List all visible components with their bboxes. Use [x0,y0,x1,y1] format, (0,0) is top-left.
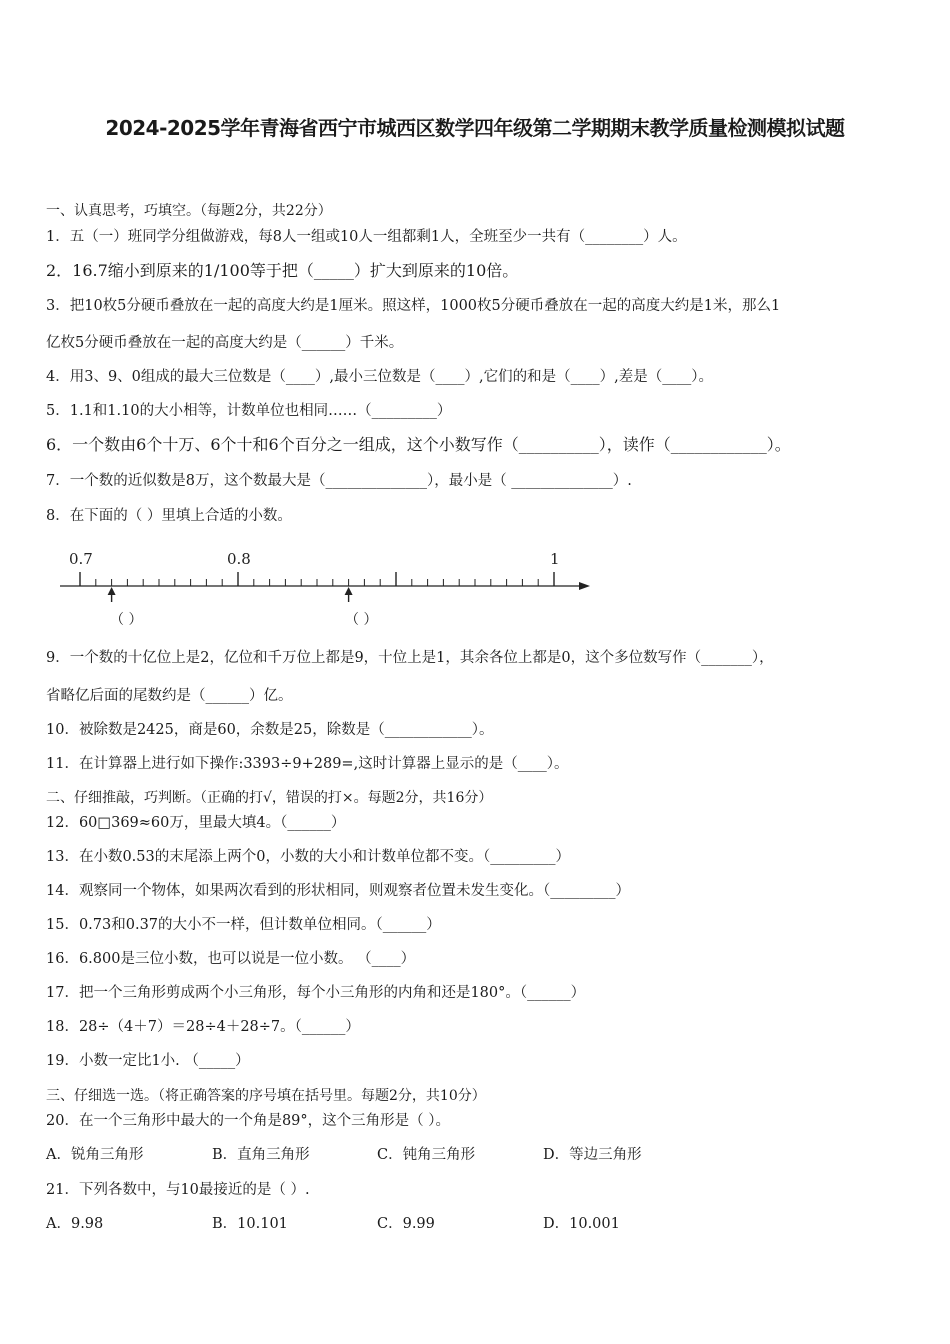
question-4: 4．用3、9、0组成的最大三位数是（____）,最小三位数是（____）,它们的和是（____）,差是（____）。 [46,369,713,385]
section-1-heading: 一、认真思考，巧填空。（每题2分，共22分） [46,203,332,219]
number-line-blank-2[interactable]: （ ） [345,612,378,628]
label-0-8: 0.8 [227,550,251,568]
question-2: 2．16.7缩小到原来的1/100等于把（_____）扩大到原来的10倍。 [46,261,519,280]
question-10: 10．被除数是2425，商是60，余数是25，除数是（____________）。 [46,722,494,738]
question-16: 16．6.800是三位小数，也可以说是一位小数。 （____） [46,951,416,967]
number-line-figure [55,545,600,635]
q21-option-d[interactable]: D．10.001 [543,1216,620,1232]
q20-option-d[interactable]: D．等边三角形 [543,1147,642,1163]
pointer-arrow [345,587,353,602]
question-11: 11．在计算器上进行如下操作:3393÷9+289=,这时计算器上显示的是（____）。 [46,756,569,772]
question-21: 21．下列各数中，与10最接近的是（ ）. [46,1182,310,1198]
label-1: 1 [550,550,560,568]
question-20: 20．在一个三角形中最大的一个角是89°，这个三角形是（ ）。 [46,1113,451,1129]
number-line-arrowhead [579,582,590,590]
question-19: 19．小数一定比1小. （_____） [46,1053,250,1069]
q21-option-c[interactable]: C．9.99 [377,1216,435,1232]
q20-option-c[interactable]: C．钝角三角形 [377,1147,476,1163]
number-line-blank-1[interactable]: （ ） [110,612,143,628]
q20-option-a[interactable]: A．锐角三角形 [46,1147,144,1163]
question-9-line-1: 9．一个数的十亿位上是2，亿位和千万位上都是9，十位上是1，其余各位上都是0，这个多位数写作（_______）， [46,650,774,666]
question-8: 8．在下面的（ ）里填上合适的小数。 [46,508,292,524]
question-12: 12．60□369≈60万，里最大填4。（______） [46,815,346,831]
section-3-heading: 三、仔细选一选。（将正确答案的序号填在括号里。每题2分，共10分） [46,1088,486,1104]
question-17: 17．把一个三角形剪成两个小三角形，每个小三角形的内角和还是180°。（______） [46,985,586,1001]
question-14: 14．观察同一个物体，如果两次看到的形状相同，则观察者位置未发生变化。（_________） [46,883,630,899]
q20-option-b[interactable]: B．直角三角形 [212,1147,310,1163]
question-6: 6．一个数由6个十万、6个十和6个百分之一组成，这个小数写作（__________），读作（____________）。 [46,435,791,454]
page-title: 2024-2025学年青海省西宁市城西区数学四年级第二学期期末教学质量检测模拟试题 [105,116,845,140]
question-9-line-2: 省略亿后面的尾数约是（______）亿。 [46,688,293,704]
pointer-arrow [108,587,116,602]
question-3-line-2: 亿枚5分硬币叠放在一起的高度大约是（______）千米。 [46,335,404,351]
q21-option-a[interactable]: A．9.98 [46,1216,104,1232]
section-2-heading: 二、仔细推敲，巧判断。（正确的打√，错误的打×。每题2分，共16分） [46,790,493,806]
question-1: 1．五（一）班同学分组做游戏，每8人一组或10人一组都剩1人，全班至少一共有（________）人。 [46,229,687,245]
question-15: 15．0.73和0.37的大小不一样，但计数单位相同。（______） [46,917,441,933]
question-3-line-1: 3．把10枚5分硬币叠放在一起的高度大约是1厘米。照这样，1000枚5分硬币叠放在一起的高度大约是1米，那么1 [46,298,781,314]
question-5: 5．1.1和1.10的大小相等，计数单位也相同……（_________） [46,403,452,419]
question-18: 18．28÷（4＋7）＝28÷4＋28÷7。（______） [46,1019,360,1035]
q21-option-b[interactable]: B．10.101 [212,1216,288,1232]
question-7: 7．一个数的近似数是8万，这个数最大是（______________），最小是（ ______________）. [46,473,632,489]
question-13: 13．在小数0.53的末尾添上两个0，小数的大小和计数单位都不变。（_________） [46,849,570,865]
label-0-7: 0.7 [69,550,93,568]
